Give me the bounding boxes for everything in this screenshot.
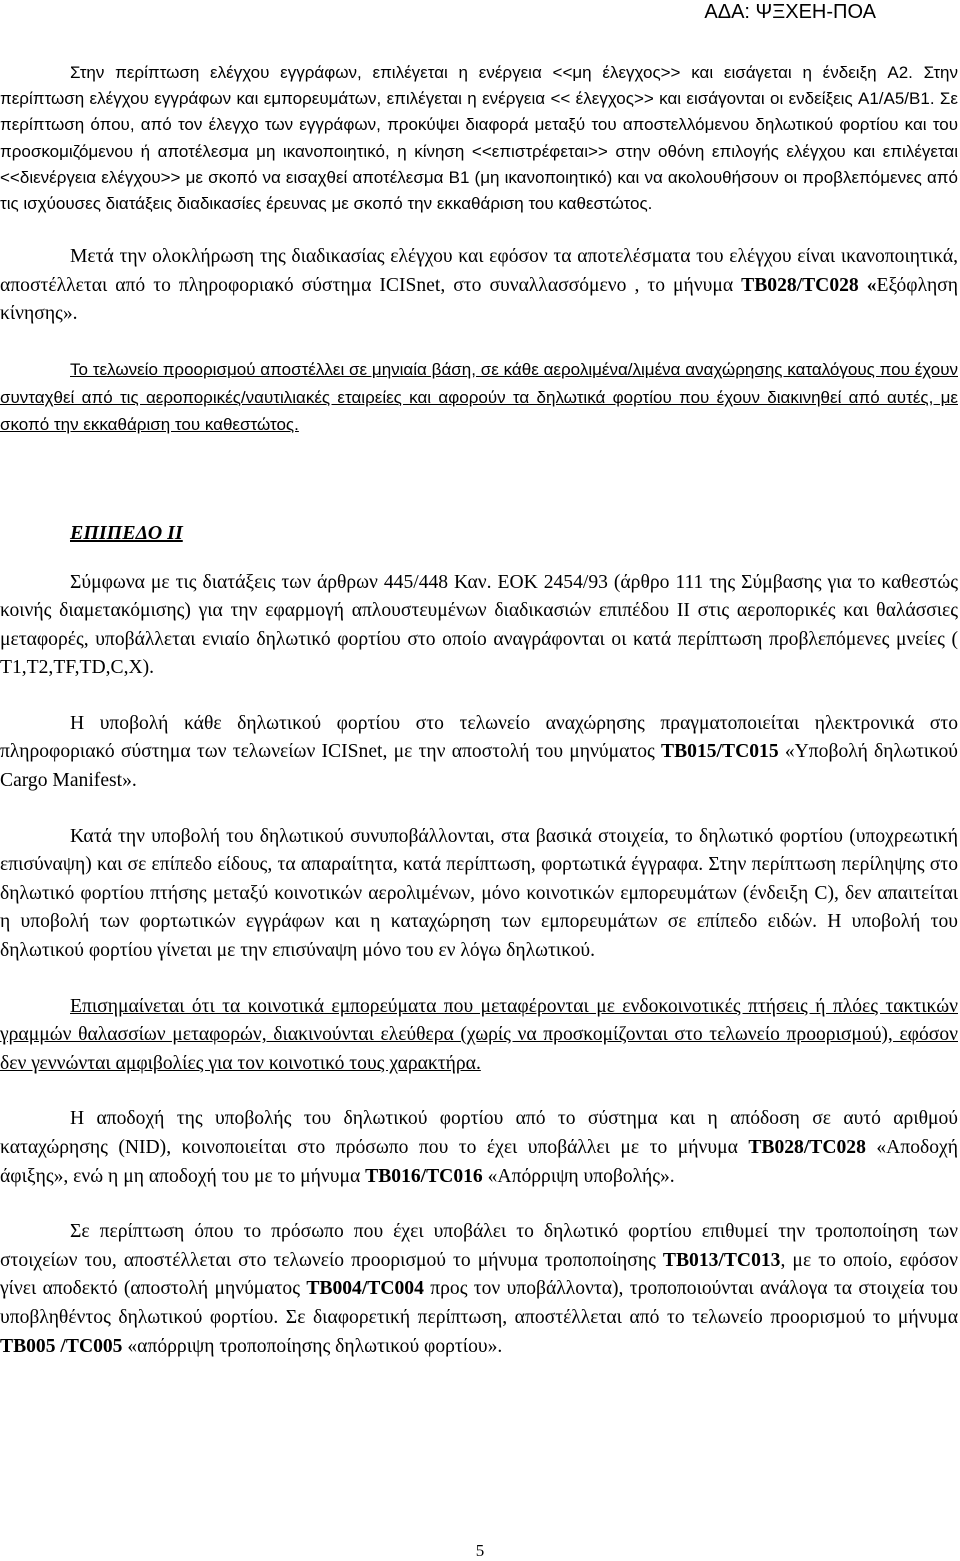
paragraph-completion-message [0, 243, 958, 329]
message-code: TB028/TC028 [748, 1137, 866, 1158]
paragraph-monthly-lists: Το τελωνείο προορισμού αποστέλλει σε μηνιαία βάση, σε κάθε αερολιμένα/λιμένα αναχώρησης καταλόγους που έχουν συνταχθεί από τις αεροπορικές/ναυτιλιακές εταιρείες και αφορούν τα δηλωτικά φορτίου που έχουν διακινηθεί από αυτές, με σκοπό την εκκαθάριση του καθεστώτος. [0, 360, 958, 434]
text-run: προς τον υποβάλλοντα), τροποποιούνται ανάλογα τα στοιχεία του υποβληθέντος δηλωτικού φορτίου. Σε διαφορετική περίπτωση, αποστέλλεται από το τελωνείο προορισμού το μήνυμα [0, 1278, 958, 1328]
message-code: TB028/TC028 « [741, 274, 877, 296]
page-number: 5 [475, 1541, 485, 1560]
paragraph-attachments: Κατά την υποβολή του δηλωτικού συνυποβάλλονται, στα βασικά στοιχεία, το δηλωτικό φορτίου (υποχρεωτική επισύναψη) και σε επίπεδο είδους, τα απαραίτητα, κατά περίπτωση, φορτωτικά έγγραφα. Στην περίπτωση περίληψης στο δηλωτικό φορτίου πτήσης μεταξύ κοινοτικών αερολιμένων, μόνο κοινοτικών εμπορευμάτων (ένδειξη C), δεν απαιτείται η υποβολή των φορτωτικών εγγράφων και η καταχώρηση των εμπορευμάτων σε επίπεδο ειδών. Η υποβολή του δηλωτικού φορτίου γίνεται με την επισύναψη μόνο του εν λόγω δηλωτικού. [0, 825, 958, 962]
text-run: Εξόφληση κίνησης». [0, 274, 958, 325]
paragraph-acceptance [0, 1105, 958, 1191]
document-body [0, 60, 960, 1361]
message-code: TB016/TC016 [365, 1165, 483, 1187]
paragraph-community-goods-note: Επισημαίνεται ότι τα κοινοτικά εμπορεύματα που μεταφέρονται με ενδοκοινοτικές πτήσεις ή πλόες τακτικών γραμμών θαλασσίων μεταφορών, διακινούνται ελεύθερα (χωρίς να προσκομίζονται στο τελωνείο προορισμού), εφόσον δεν γεννώνται αμφιβολίες για τον κοινοτικό τους χαρακτήρα. [0, 995, 958, 1074]
text-run: Σε περίπτωση όπου το πρόσωπο που έχει υποβάλει το δηλωτικό φορτίου επιθυμεί την τροποποίηση των στοιχείων του, αποστέλλεται στο τελωνείο προορισμού το μήνυμα τροποποίησης [0, 1221, 958, 1271]
text-run: «Απόρριψη υποβολής». [482, 1165, 675, 1187]
paragraph-level-two-rules: Σύμφωνα με τις διατάξεις των άρθρων 445/448 Καν. ΕΟΚ 2454/93 (άρθρο 111 της Σύμβασης για το καθεστώς κοινής διαμετακόμισης) για την εφαρμογή απλουστευμένων διαδικασιών επιπέδου ΙΙ στις αεροπορικές και θαλάσσιες μεταφορές, υποβάλλεται ενιαίο δηλωτικό φορτίου στο οποίο αναγράφονται οι κατά περίπτωση προβλεπόμενες μνείες ( T1,T2,TF,TD,C,X). [0, 571, 958, 679]
message-code: TB015/TC015 [661, 741, 779, 763]
section-title: ΕΠΙΠΕΔΟ ΙΙ [70, 521, 183, 544]
text-run: «απόρριψη τροποποίησης δηλωτικού φορτίου». [122, 1335, 503, 1357]
paragraph-submission [0, 710, 958, 796]
paragraph-document-check: Στην περίπτωση ελέγχου εγγράφων, επιλέγεται η ενέργεια <<μη έλεγχος>> και εισάγεται η ένδειξη A2. Στην περίπτωση ελέγχου εγγράφων και εμπορευμάτων, επιλέγεται η ενέργεια << έλεγχος>> και εισάγονται οι ενδείξεις A1/A5/B1. Σε περίπτωση όπου, από τον έλεγχο των εγγράφων, προκύψει διαφορά μεταξύ του αποστελλόμενου δηλωτικού φορτίου και του προσκομιζόμενου ή αποτέλεσμα μη ικανοποιητικό, η κίνηση <<επιστρέφεται>> στην οθόνη επιλογής ελέγχου και επιλέγεται <<διενέργεια ελέγχου>> με σκοπό να εισαχθεί αποτέλεσμα Β1 (μη ικανοποιητικό) και να ακολουθήσουν οι προβλεπόμενες από τις ισχύουσες διατάξεις διαδικασίες έρευνας με σκοπό την εκκαθάριση του καθεστώτος. [0, 63, 958, 214]
paragraph-amendment [0, 1218, 958, 1361]
message-code: TB005 /TC005 [0, 1335, 123, 1357]
text-run: , με το οποίο, εφόσον γίνει αποδεκτό (αποστολή μηνύματος [0, 1249, 958, 1300]
message-code: TB013/TC013 [662, 1249, 781, 1271]
text-run: Μετά την ολοκλήρωση της διαδικασίας ελέγχου και εφόσον τα αποτελέσματα του ελέγχου είναι ικανοποιητικά, αποστέλλεται από το πληροφοριακό σύστημα ICISnet, στο συναλλασσόμενο , το μήνυμα [0, 246, 958, 296]
text-run: «Υποβολή δηλωτικού Cargo Manifest». [0, 741, 958, 792]
document-code-header: ΑΔΑ: ΨΞΧΕΗ-ΠΟΑ [704, 1, 876, 23]
message-code: TB004/TC004 [306, 1278, 424, 1300]
text-run: «Αποδοχή άφιξης», ενώ η μη αποδοχή του με το μήνυμα [0, 1137, 958, 1187]
text-run: Η υποβολή κάθε δηλωτικού φορτίου στο τελωνείο αναχώρησης πραγματοποιείται ηλεκτρονικά στο πληροφοριακό σύστημα των τελωνείων ICISnet, με την αποστολή του μηνύματος [0, 712, 958, 763]
text-run: Η αποδοχή της υποβολής του δηλωτικού φορτίου από το σύστημα και η απόδοση σε αυτό αριθμού καταχώρησης (NID), κοινοποιείται στο πρόσωπο που το έχει υποβάλλει με το μήνυμα [0, 1108, 958, 1158]
